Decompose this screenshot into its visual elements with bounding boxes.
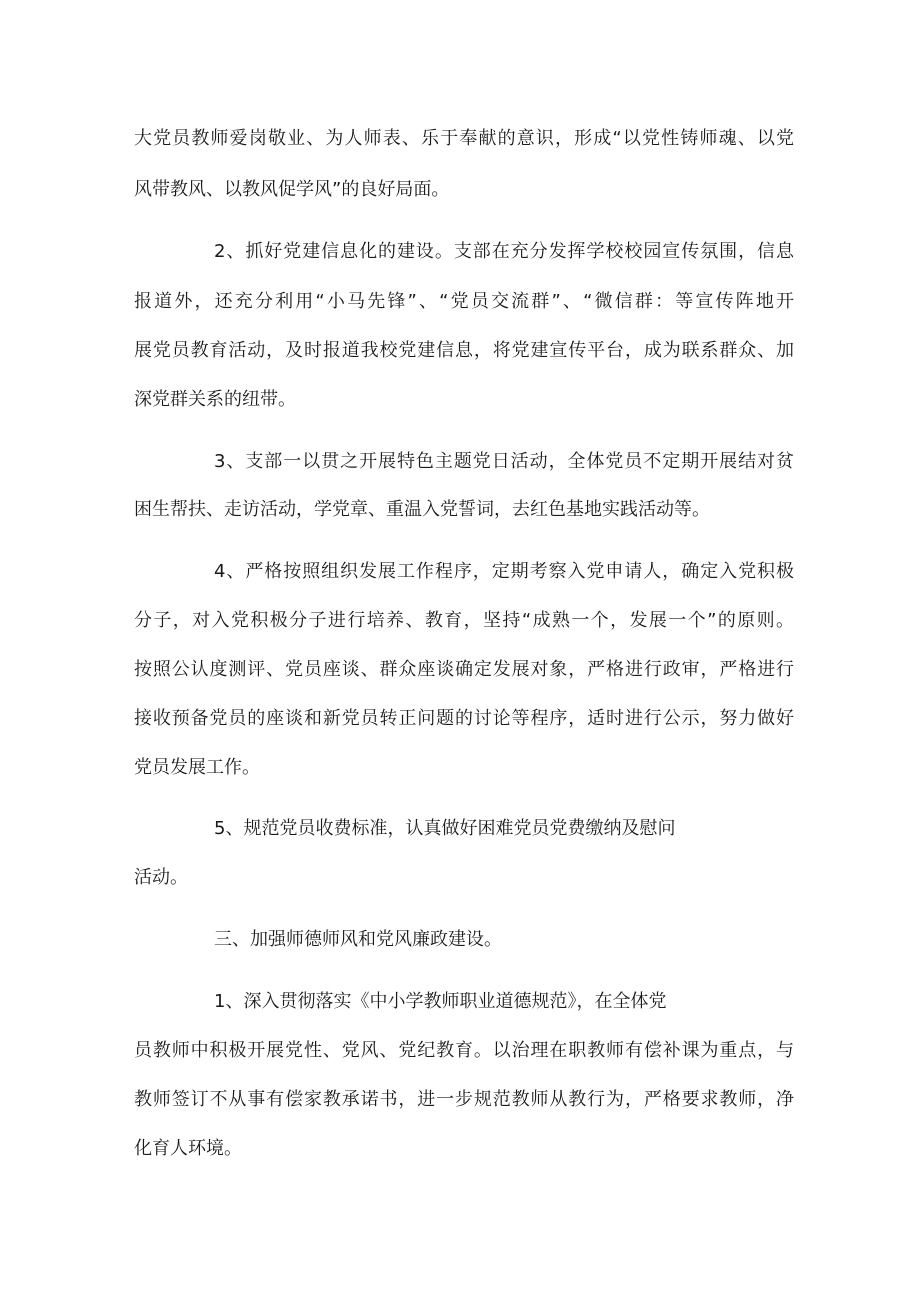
paragraph-1-line-2: 风带教风、以教风促学风”的良好局面。 xyxy=(134,179,450,200)
paragraph-4-line-5: 党员发展工作。 xyxy=(134,757,260,778)
paragraph-7-line-2: 员教师中积极开展党性、党风、党纪教育。以治理在职教师有偿补课为重点，与 xyxy=(134,1040,794,1061)
paragraph-4-line-1: 4、严格按照组织发展工作程序，定期考察入党申请人，确定入党积极 xyxy=(214,561,794,582)
paragraph-7-line-4: 化育人环境。 xyxy=(134,1138,242,1159)
paragraph-2-line-2: 报道外，还充分利用“小马先锋”、“党员交流群”、“微信群：等宣传阵地开 xyxy=(134,291,794,312)
paragraph-5-line-1: 5、规范党员收费标准，认真做好困难党员党费缴纳及慰问 xyxy=(214,818,676,839)
paragraph-3-line-1: 3、支部一以贯之开展特色主题党日活动，全体党员不定期开展结对贫 xyxy=(214,451,794,472)
paragraph-7-line-3: 教师签订不从事有偿家教承诺书，进一步规范教师从教行为，严格要求教师，净 xyxy=(134,1089,794,1110)
paragraph-2-line-4: 深党群关系的纽带。 xyxy=(134,389,296,410)
paragraph-2-line-1: 2、抓好党建信息化的建设。支部在充分发挥学校校园宣传氛围，信息 xyxy=(214,241,794,262)
paragraph-4-line-2: 分子，对入党积极分子进行培养、教育，坚持“成熟一个，发展一个”的原则。 xyxy=(134,610,794,631)
paragraph-4-line-3: 按照公认度测评、党员座谈、群众座谈确定发展对象，严格进行政审，严格进行 xyxy=(134,659,794,680)
paragraph-3-line-2: 困生帮扶、走访活动，学党章、重温入党誓词，去红色基地实践活动等。 xyxy=(134,499,710,520)
paragraph-5-line-2: 活动。 xyxy=(134,867,188,888)
paragraph-1-line-1: 大党员教师爱岗敬业、为人师表、乐于奉献的意识，形成“以党性铸师魂、以党 xyxy=(134,128,794,149)
paragraph-7-line-1: 1、深入贯彻落实《中小学教师职业道德规范》，在全体党 xyxy=(214,991,667,1012)
section-heading: 三、加强师德师风和党风廉政建设。 xyxy=(214,929,502,950)
paragraph-4-line-4: 接收预备党员的座谈和新党员转正问题的讨论等程序，适时进行公示，努力做好 xyxy=(134,708,794,729)
paragraph-2-line-3: 展党员教育活动，及时报道我校党建信息，将党建宣传平台，成为联系群众、加 xyxy=(134,340,794,361)
